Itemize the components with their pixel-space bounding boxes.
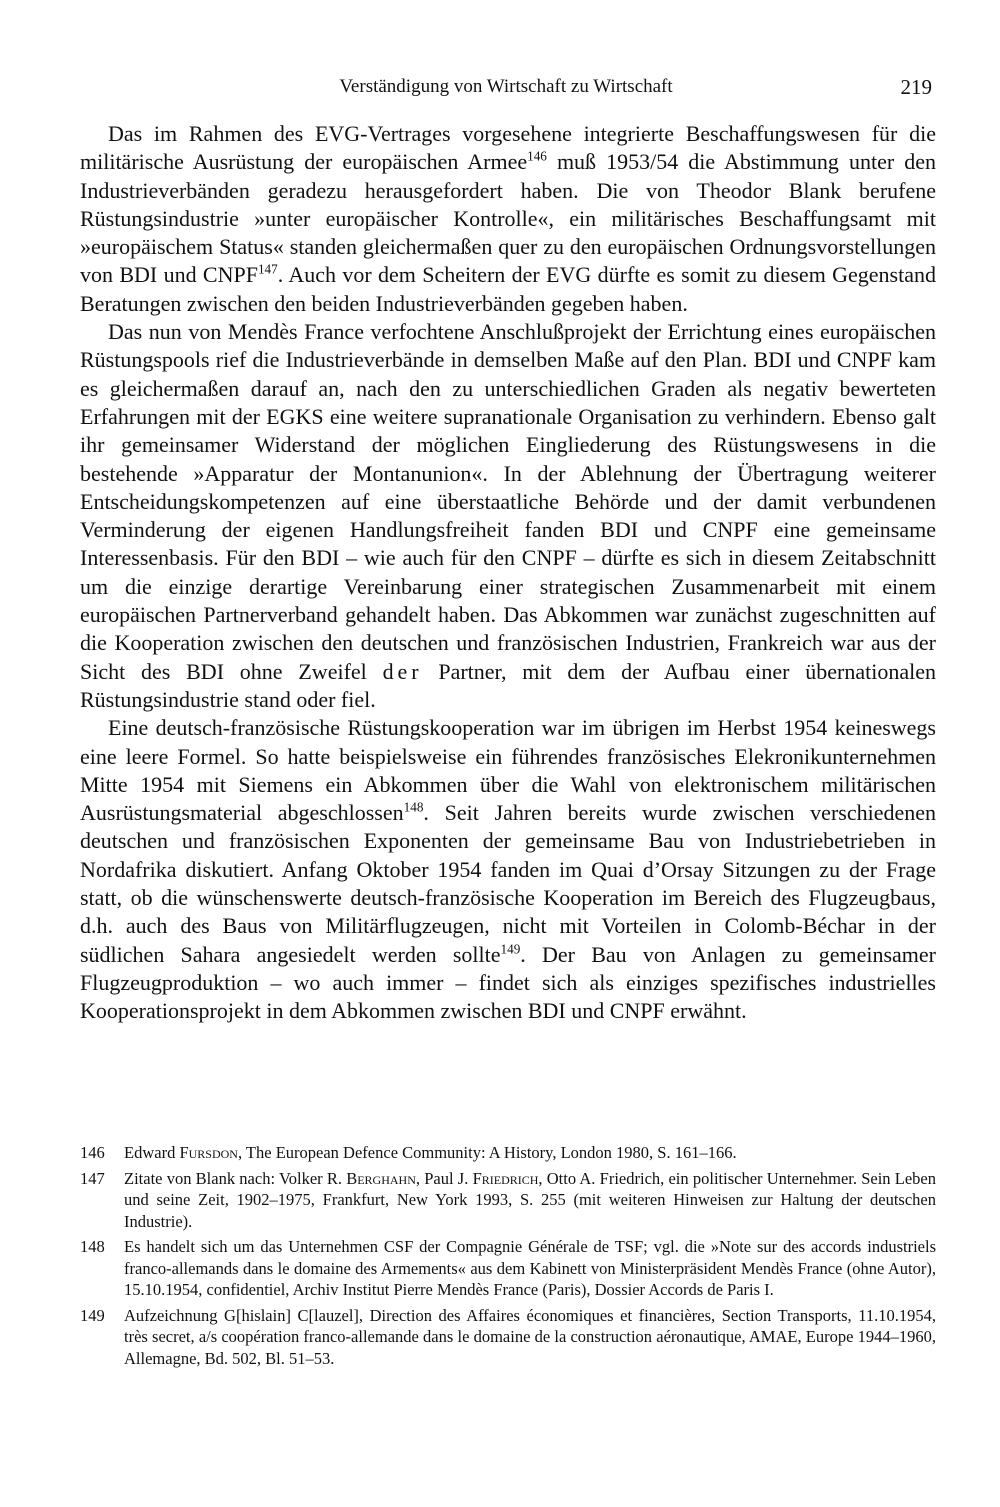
body-paragraph: Das nun von Mendès France verfochtene Anschlußprojekt der Errichtung eines europäischen Rüstungspools rief die Industrieverbände in demselben Maße auf den Plan. BDI und CNPF kam es gleichermaßen darauf an, nach den zu unterschiedlichen Graden als negativ bewerteten Erfahrungen mit der EGKS eine weitere supranationale Organisation zu verhindern. Ebenso galt ihr gemeinsamer Widerstand der möglichen Eingliederung des Rüstungswesens in die bestehende »Apparatur der Montanunion«. In der Ablehnung der Übertragung weiterer Entscheidungskompetenzen auf eine überstaatliche Behörde und der damit verbundenen Verminderung der eigenen Handlungsfreiheit fanden BDI und CNPF eine gemeinsame Interessenbasis. Für den BDI – wie auch für den CNPF – dürfte es sich in diesem Zeitabschnitt um die einzige derartige Vereinbarung einer strategischen Zusammenarbeit mit einem europäischen Partnerverband gehandelt haben. Das Abkommen war zunächst zugeschnitten auf die Kooperation zwischen den deutschen und französischen Industrien, Frankreich war aus der Sicht des BDI ohne Zweifel der Partner, mit dem der Aufbau einer übernationalen Rüstungsindustrie stand oder fiel.: [80, 319, 936, 712]
footnote-text: Es handelt sich um das Unternehmen CSF der Compagnie Générale de TSF; vgl. die »Note sur des accords industriels franco-allemands dans le domaine des Armements« aus dem Kabinett von Ministerpräsident Mendès France (ohne Autor), 15.10.1954, confidentiel, Archiv Institut Pierre Mendès France (Paris), Dossier Accords de Paris I.: [124, 1237, 936, 1299]
footnote-text: Edward Fursdon, The European Defence Community: A History, London 1980, S. 161–166.: [124, 1143, 737, 1162]
footnotes: [80, 1142, 936, 1373]
body-paragraph: Das im Rahmen des EVG-Vertrages vorgesehene integrierte Beschaffungswesen für die militärische Ausrüstung der europäischen Armee$^{146}$ muß 1953/54 die Abstimmung unter den Industrieverbänden geradezu herausgefordert haben. Die von Theodor Blank berufene Rüstungsindustrie »unter europäischer Kontrolle«, ein militärisches Beschaffungsamt mit »europäischem Status« standen gleichermaßen quer zu den europäischen Ordnungsvorstellungen von BDI und CNPF$^{147}$. Auch vor dem Scheitern der EVG dürfte es somit zu diesem Gegenstand Beratungen zwischen den beiden Industrieverbänden gegeben haben.: [80, 121, 936, 316]
page-number: 219: [900, 75, 932, 99]
footnote: [80, 1305, 936, 1370]
main-text: [80, 120, 936, 1026]
footnote-number: 147: [80, 1168, 105, 1188]
footnote-number: 149: [80, 1305, 105, 1325]
footnote-text: Zitate von Blank nach: Volker R. Berghahn, Paul J. Friedrich, Otto A. Friedrich, ein politischer Unternehmer. Sein Leben und seine Zeit, 1902–1975, Frankfurt, New York 1993, S. 255 (mit weiteren Hinweisen zur Haltung der deutschen Industrie).: [124, 1168, 936, 1231]
footnote-reference: 149: [500, 941, 521, 957]
footnote: [80, 1142, 936, 1164]
author-surname: Friedrich: [472, 1168, 539, 1188]
running-title: Verständigung von Wirtschaft zu Wirtschaft: [339, 76, 673, 97]
footnote: [80, 1236, 936, 1301]
footnote: [80, 1168, 936, 1233]
author-surname: Fursdon: [179, 1143, 238, 1162]
footnote-number: 146: [80, 1143, 105, 1162]
author-surname: Berghahn: [346, 1168, 416, 1188]
running-header: [80, 72, 932, 102]
footnote-reference: 146: [527, 148, 547, 164]
emphasized-word: der: [382, 658, 423, 684]
footnote-number: 148: [80, 1237, 105, 1256]
footnote-reference: 147: [257, 262, 278, 278]
footnote-text: Aufzeichnung G[hislain] C[lauzel], Direction des Affaires économiques et financières, Section Transports, 11.10.1954, très secret, a/s coopération franco-allemande dans le domaine de la construction aéronautique, AMAE, Europe 1944–1960, Allemagne, Bd. 502, Bl. 51–53.: [124, 1305, 936, 1368]
body-paragraph: Eine deutsch-französische Rüstungskooperation war im übrigen im Herbst 1954 keineswegs eine leere Formel. So hatte beispielsweise ein führendes französisches Elekronikunternehmen Mitte 1954 mit Siemens ein Abkommen über die Wahl von elektronischem militärischen Ausrüstungsmaterial abgeschlossen$^{148}$. Seit Jahren bereits wurde zwischen verschiedenen deutschen und französischen Exponenten der gemeinsame Bau von Industriebetrieben in Nordafrika diskutiert. Anfang Oktober 1954 fanden im Quai d’Orsay Sitzungen zu der Frage statt, ob die wünschenswerte deutsch-französische Kooperation im Bereich des Flugzeugbaus, d.h. auch des Baus von Militärflugzeugen, nicht mit Vorteilen in Colomb-Béchar in der südlichen Sahara angesiedelt werden sollte$^{149}$. Der Bau von Anlagen zu gemeinsamer Flugzeugproduktion – wo auch immer – findet sich als einziges spezifisches industrielles Kooperationsprojekt in dem Abkommen zwischen BDI und CNPF erwähnt.: [80, 715, 937, 1024]
footnote-reference: 148: [403, 799, 424, 815]
